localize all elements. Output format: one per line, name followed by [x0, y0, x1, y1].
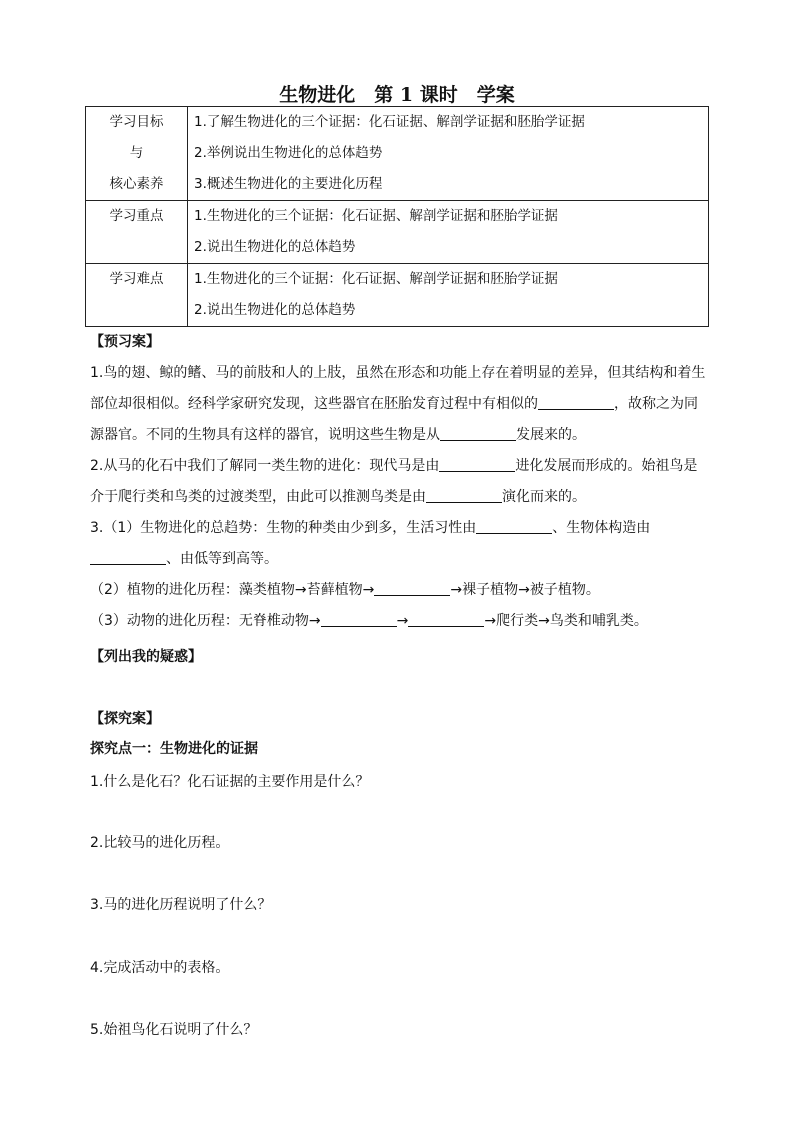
label-line: 学习重点 [109, 208, 164, 224]
content-cell [188, 107, 709, 201]
explore-point-title: 探究点一：生物进化的证据 [90, 741, 258, 757]
paragraph-line [90, 575, 710, 606]
label-line: 学习目标 [109, 114, 164, 130]
text-run: 介于爬行类和鸟类的过渡类型，由此可以推测鸟类是由 [90, 489, 426, 505]
text-run: 、由低等到高等。 [166, 551, 278, 567]
text-run: 进化发展而形成的。始祖鸟是 [515, 458, 698, 474]
text-run: →裸子植物→被子植物。 [450, 582, 600, 598]
objectives-table [85, 106, 709, 327]
label-line: 学习难点 [109, 271, 164, 287]
explore-question: 3.马的进化历程说明了什么？ [90, 897, 272, 913]
content-line: 2.举例说出生物进化的总体趋势 [194, 145, 383, 161]
text-run: 演化而来的。 [502, 489, 586, 505]
explore-question: 2.比较马的进化历程。 [90, 835, 230, 851]
explore-question: 5.始祖鸟化石说明了什么？ [90, 1022, 258, 1038]
label-cell [86, 201, 188, 264]
text-run: 源器官。不同的生物具有这样的器官，说明这些生物是从 [90, 427, 440, 443]
answer-blank[interactable] [538, 395, 614, 410]
answer-blank[interactable] [408, 612, 484, 627]
doubts-heading: 【列出我的疑惑】 [90, 649, 202, 665]
answer-blank[interactable] [426, 488, 502, 503]
label-cell [86, 107, 188, 201]
text-run: 发展来的。 [516, 427, 586, 443]
explore-question: 4.完成活动中的表格。 [90, 960, 230, 976]
content-cell [188, 201, 709, 264]
content-line: 3.概述生物进化的主要进化历程 [194, 176, 383, 192]
answer-blank[interactable] [439, 457, 515, 472]
answer-blank[interactable] [476, 519, 552, 534]
paragraph-line [90, 420, 710, 451]
content-line: 1.了解生物进化的三个证据：化石证据、解剖学证据和胚胎学证据 [194, 114, 585, 130]
answer-blank[interactable] [90, 550, 166, 565]
answer-blank[interactable] [321, 612, 397, 627]
text-run: 3.（1）生物进化的总趋势：生物的种类由少到多，生活习性由 [90, 520, 477, 536]
answer-blank[interactable] [374, 581, 450, 596]
page-title: 生物进化 第 1 课时 学案 [279, 84, 515, 106]
text-run: 、生物体构造由 [552, 520, 651, 536]
text-run: 部位却很相似。经科学家研究发现，这些器官在胚胎发育过程中有相似的 [90, 396, 538, 412]
text-run: （3）动物的进化历程：无脊椎动物→ [90, 613, 321, 629]
explore-question: 1.什么是化石？化石证据的主要作用是什么？ [90, 774, 370, 790]
explore-heading: 【探究案】 [90, 711, 160, 727]
label-line: 与 [129, 145, 144, 161]
paragraph-line [90, 606, 710, 637]
text-run: 2.从马的化石中我们了解同一类生物的进化：现代马是由 [90, 458, 440, 474]
text-run: →爬行类→鸟类和哺乳类。 [484, 613, 648, 629]
answer-blank[interactable] [440, 426, 516, 441]
table-row [86, 201, 709, 264]
label-cell [86, 264, 188, 327]
paragraph-line [90, 389, 710, 420]
text-run: → [396, 613, 409, 629]
table-row [86, 264, 709, 327]
paragraph-line [90, 451, 710, 482]
paragraph-line: 1.鸟的翅、鲸的鳍、马的前肢和人的上肢，虽然在形态和功能上存在着明显的差异，但其结构和着生 [90, 365, 706, 381]
label-line: 核心素养 [109, 176, 164, 192]
content-line: 1.生物进化的三个证据：化石证据、解剖学证据和胚胎学证据 [194, 271, 558, 287]
paragraph-line [90, 544, 710, 575]
table-row [86, 107, 709, 201]
text-run: （2）植物的进化历程：藻类植物→苔藓植物→ [90, 582, 375, 598]
paragraph-line [90, 513, 710, 544]
preview-section [90, 358, 710, 637]
content-line: 1.生物进化的三个证据：化石证据、解剖学证据和胚胎学证据 [194, 208, 558, 224]
text-run: ，故称之为同 [614, 396, 698, 412]
paragraph-line [90, 482, 710, 513]
content-line: 2.说出生物进化的总体趋势 [194, 239, 356, 255]
preview-heading: 【预习案】 [90, 334, 160, 350]
content-line: 2.说出生物进化的总体趋势 [194, 302, 356, 318]
content-cell [188, 264, 709, 327]
